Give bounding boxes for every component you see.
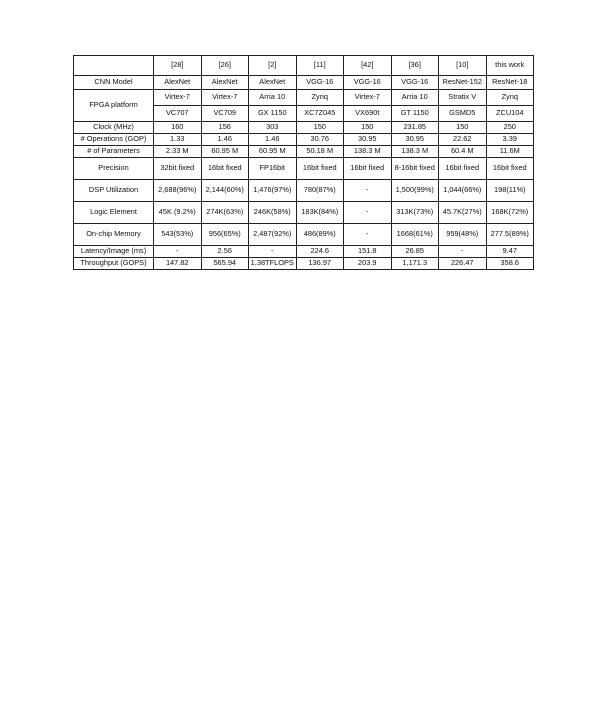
table-cell: - bbox=[344, 202, 392, 224]
table-cell: VX690t bbox=[344, 106, 392, 122]
table-cell: GX 1150 bbox=[249, 106, 297, 122]
table-cell: 303 bbox=[249, 122, 297, 134]
table-cell: 45.7K(27%) bbox=[439, 202, 487, 224]
table-cell: XC7Z045 bbox=[296, 106, 344, 122]
row-label: FPGA platform bbox=[74, 90, 154, 122]
table-cell: 150 bbox=[439, 122, 487, 134]
table-cell: 8-16bit fixed bbox=[391, 158, 439, 180]
column-header: [42] bbox=[344, 56, 392, 76]
table-cell: VGG-16 bbox=[344, 76, 392, 90]
table-cell: - bbox=[344, 180, 392, 202]
table-cell: 11.6M bbox=[486, 146, 534, 158]
table-cell: AlexNet bbox=[249, 76, 297, 90]
row-precision bbox=[74, 158, 534, 180]
row-operations bbox=[74, 134, 534, 146]
table-cell: 168K(72%) bbox=[486, 202, 534, 224]
table-cell: AlexNet bbox=[201, 76, 249, 90]
table-cell: 160 bbox=[154, 122, 202, 134]
table-cell: VGG-16 bbox=[391, 76, 439, 90]
table-cell: 3.39 bbox=[486, 134, 534, 146]
table-cell: 956(65%) bbox=[201, 224, 249, 246]
table-cell: 150 bbox=[296, 122, 344, 134]
table-cell: 2.56 bbox=[201, 246, 249, 258]
table-cell: 45K (9.2%) bbox=[154, 202, 202, 224]
table-cell: Virtex-7 bbox=[344, 90, 392, 106]
table-cell: 16bit fixed bbox=[296, 158, 344, 180]
table-cell: 226.47 bbox=[439, 258, 487, 270]
table-cell: - bbox=[154, 246, 202, 258]
table-cell: Stratix V bbox=[439, 90, 487, 106]
table-cell: 2,144(60%) bbox=[201, 180, 249, 202]
row-cnn-model bbox=[74, 76, 534, 90]
row-clock bbox=[74, 122, 534, 134]
table-cell: AlexNet bbox=[154, 76, 202, 90]
table-cell: Zynq bbox=[296, 90, 344, 106]
table-cell: VC707 bbox=[154, 106, 202, 122]
table-cell: 30.95 bbox=[391, 134, 439, 146]
table-cell: 60.4 M bbox=[439, 146, 487, 158]
table-cell: 183K(84%) bbox=[296, 202, 344, 224]
table-cell: 231.85 bbox=[391, 122, 439, 134]
row-label: # of Parameters bbox=[74, 146, 154, 158]
table-cell: 50.18 M bbox=[296, 146, 344, 158]
table-cell: 147.82 bbox=[154, 258, 202, 270]
table-cell: VC709 bbox=[201, 106, 249, 122]
table-cell: 543(53%) bbox=[154, 224, 202, 246]
table-cell: 486(89%) bbox=[296, 224, 344, 246]
table-cell: 959(48%) bbox=[439, 224, 487, 246]
table-cell: - bbox=[344, 224, 392, 246]
table-cell: 313K(73%) bbox=[391, 202, 439, 224]
table-cell: - bbox=[439, 246, 487, 258]
table-cell: 30.76 bbox=[296, 134, 344, 146]
table-cell: FP16bit bbox=[249, 158, 297, 180]
table-cell: 60.95 M bbox=[201, 146, 249, 158]
table-cell: 1,476(97%) bbox=[249, 180, 297, 202]
table-cell: 60.95 M bbox=[249, 146, 297, 158]
column-header: [36] bbox=[391, 56, 439, 76]
table-cell: 1.46 bbox=[201, 134, 249, 146]
table-cell: 2.33 M bbox=[154, 146, 202, 158]
table-cell: 203.9 bbox=[344, 258, 392, 270]
column-header: [10] bbox=[439, 56, 487, 76]
row-logic bbox=[74, 202, 534, 224]
table-cell: 1,171.3 bbox=[391, 258, 439, 270]
table-cell: GSMD5 bbox=[439, 106, 487, 122]
table-cell: 2,487(92%) bbox=[249, 224, 297, 246]
table-cell: 277.5(89%) bbox=[486, 224, 534, 246]
table-cell: 274K(63%) bbox=[201, 202, 249, 224]
row-dsp bbox=[74, 180, 534, 202]
table-cell: ResNet-18 bbox=[486, 76, 534, 90]
row-label: Logic Element bbox=[74, 202, 154, 224]
table-cell: 1.46 bbox=[249, 134, 297, 146]
row-fpga-family bbox=[74, 90, 534, 106]
column-header: [11] bbox=[296, 56, 344, 76]
table-cell: 565.94 bbox=[201, 258, 249, 270]
table-cell: 150 bbox=[344, 122, 392, 134]
table-cell: 138.3 M bbox=[344, 146, 392, 158]
corner-cell bbox=[74, 56, 154, 76]
table-cell: 358.6 bbox=[486, 258, 534, 270]
table-cell: 16bit fixed bbox=[439, 158, 487, 180]
row-label: # Operations (GOP) bbox=[74, 134, 154, 146]
table-cell: 1,500(99%) bbox=[391, 180, 439, 202]
table-cell: 30.95 bbox=[344, 134, 392, 146]
column-header: this work bbox=[486, 56, 534, 76]
table-cell: - bbox=[249, 246, 297, 258]
column-header: [28] bbox=[154, 56, 202, 76]
table-cell: 32bit fixed bbox=[154, 158, 202, 180]
row-label: Throughput (GOPS) bbox=[74, 258, 154, 270]
table-cell: 780(87%) bbox=[296, 180, 344, 202]
row-label: Latency/Image (ms) bbox=[74, 246, 154, 258]
column-header: [2] bbox=[249, 56, 297, 76]
table-cell: Virtex-7 bbox=[154, 90, 202, 106]
table-cell: 26.85 bbox=[391, 246, 439, 258]
row-memory bbox=[74, 224, 534, 246]
table-cell: Zynq bbox=[486, 90, 534, 106]
table-cell: GT 1150 bbox=[391, 106, 439, 122]
table-cell: 1.38TFLOPS bbox=[249, 258, 297, 270]
table-cell: 250 bbox=[486, 122, 534, 134]
table-cell: 156 bbox=[201, 122, 249, 134]
row-label: On-chip Memory bbox=[74, 224, 154, 246]
header-row bbox=[74, 56, 534, 76]
row-throughput bbox=[74, 258, 534, 270]
table-cell: Arria 10 bbox=[391, 90, 439, 106]
column-header: [26] bbox=[201, 56, 249, 76]
comparison-table bbox=[73, 55, 534, 270]
table-cell: 224.6 bbox=[296, 246, 344, 258]
table-cell: 151.8 bbox=[344, 246, 392, 258]
table-cell: 9.47 bbox=[486, 246, 534, 258]
table-cell: 138.3 M bbox=[391, 146, 439, 158]
table-cell: 1,044(66%) bbox=[439, 180, 487, 202]
table-cell: 1.33 bbox=[154, 134, 202, 146]
table-cell: 16bit fixed bbox=[201, 158, 249, 180]
table-cell: 22.62 bbox=[439, 134, 487, 146]
row-label: DSP Utilization bbox=[74, 180, 154, 202]
table-cell: 16bit fixed bbox=[344, 158, 392, 180]
table-cell: ResNet-152 bbox=[439, 76, 487, 90]
table-cell: 2,688(96%) bbox=[154, 180, 202, 202]
row-label: CNN Model bbox=[74, 76, 154, 90]
table-cell: 198(11%) bbox=[486, 180, 534, 202]
table-cell: 1668(61%) bbox=[391, 224, 439, 246]
table-cell: VGG-16 bbox=[296, 76, 344, 90]
row-label: Clock (MHz) bbox=[74, 122, 154, 134]
row-latency bbox=[74, 246, 534, 258]
table-cell: 136.97 bbox=[296, 258, 344, 270]
table-cell: 246K(58%) bbox=[249, 202, 297, 224]
table-cell: ZCU104 bbox=[486, 106, 534, 122]
table-cell: Virtex-7 bbox=[201, 90, 249, 106]
table-cell: Arria 10 bbox=[249, 90, 297, 106]
row-parameters bbox=[74, 146, 534, 158]
row-label: Precision bbox=[74, 158, 154, 180]
table-cell: 16bit fixed bbox=[486, 158, 534, 180]
